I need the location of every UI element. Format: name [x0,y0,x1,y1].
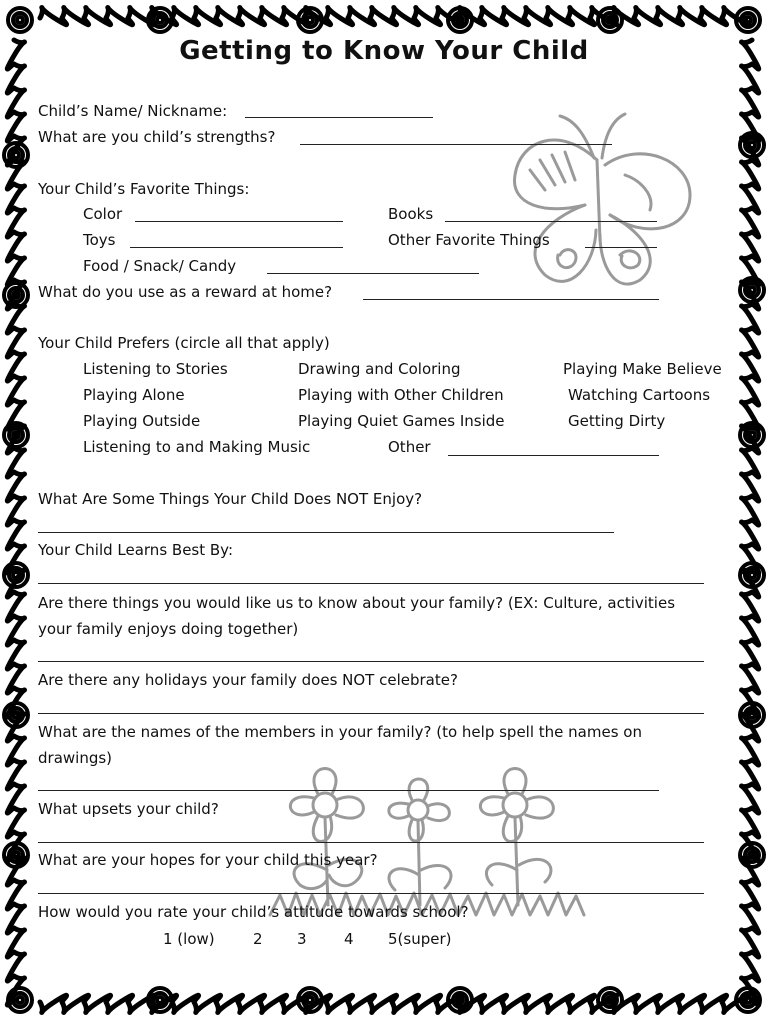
option-drawing-coloring[interactable]: Drawing and Coloring [298,360,461,378]
other-favorites-label: Other Favorite Things [388,231,550,249]
attitude-question: How would you rate your child’s attitude towards school? [38,903,469,921]
option-make-believe[interactable]: Playing Make Believe [563,360,722,378]
childs-name-label: Child’s Name/ Nickname: [38,102,228,120]
toys-line[interactable] [130,247,343,248]
option-getting-dirty[interactable]: Getting Dirty [568,412,666,430]
rating-4[interactable]: 4 [344,930,354,948]
members-line[interactable] [38,790,659,791]
members-question-line2: drawings) [38,749,113,767]
favorites-heading: Your Child’s Favorite Things: [38,180,250,198]
reward-label: What do you use as a reward at home? [38,283,333,301]
childs-name-line[interactable] [245,117,433,118]
rating-3[interactable]: 3 [297,930,307,948]
option-quiet-games[interactable]: Playing Quiet Games Inside [298,412,505,430]
other-favorites-line[interactable] [585,247,657,248]
rating-2[interactable]: 2 [253,930,263,948]
learns-best-question: Your Child Learns Best By: [38,541,234,559]
color-label: Color [83,205,123,223]
option-playing-alone[interactable]: Playing Alone [83,386,185,404]
not-enjoy-line[interactable] [38,532,614,533]
option-watching-cartoons[interactable]: Watching Cartoons [568,386,711,404]
page-title: Getting to Know Your Child [179,36,589,66]
strengths-label: What are you child’s strengths? [38,128,276,146]
hopes-question: What are your hopes for your child this year? [38,851,378,869]
rating-1[interactable]: 1 (low) [163,930,215,948]
members-question-line1: What are the names of the members in your family? (to help spell the names on [38,723,642,741]
family-question-line1: Are there things you would like us to know about your family? (EX: Culture, activities [38,594,676,612]
family-question-line2: your family enjoys doing together) [38,620,299,638]
holidays-line[interactable] [38,713,704,714]
option-music[interactable]: Listening to and Making Music [83,438,311,456]
color-line[interactable] [135,221,343,222]
not-enjoy-question: What Are Some Things Your Child Does NOT Enjoy? [38,490,423,508]
rating-5[interactable]: 5(super) [388,930,452,948]
upsets-question: What upsets your child? [38,800,219,818]
other-option-line[interactable] [448,455,659,456]
family-line[interactable] [38,661,704,662]
prefers-heading: Your Child Prefers (circle all that apply) [38,334,330,352]
holidays-question: Are there any holidays your family does NOT celebrate? [38,671,458,689]
option-listening-stories[interactable]: Listening to Stories [83,360,228,378]
option-other[interactable]: Other [388,438,431,456]
option-playing-outside[interactable]: Playing Outside [83,412,201,430]
hopes-line[interactable] [38,893,704,894]
option-other-children[interactable]: Playing with Other Children [298,386,504,404]
books-label: Books [388,205,434,223]
food-line[interactable] [267,273,479,274]
strengths-line[interactable] [300,144,612,145]
learns-best-line[interactable] [38,583,704,584]
books-line[interactable] [445,221,657,222]
reward-line[interactable] [363,299,659,300]
toys-label: Toys [83,231,116,249]
food-label: Food / Snack/ Candy [83,257,237,275]
upsets-line[interactable] [38,842,704,843]
